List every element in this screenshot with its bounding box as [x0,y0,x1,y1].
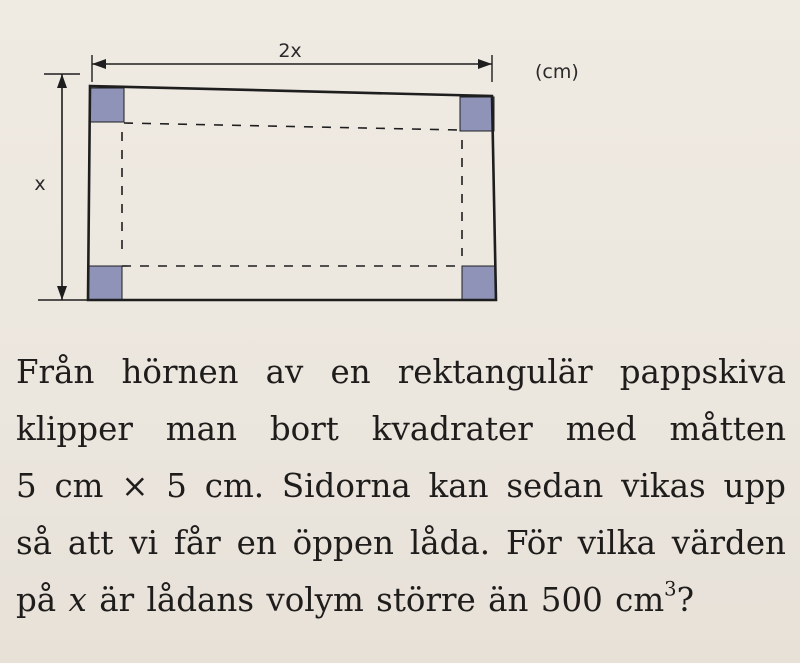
width-arrow-right [478,59,492,69]
variable-x: x [68,581,87,619]
problem-line-1: Från hörnen av en rektangulär pappskiva [16,353,786,391]
fold-line-top [124,123,460,130]
corner-square-top-left [90,88,124,122]
width-arrow-left [92,59,106,69]
problem-line-5 [16,572,786,629]
cardboard-outline [88,86,496,300]
exponent: 3 [664,577,677,601]
problem-line-5-start: på [16,581,57,619]
height-label: x [34,173,46,195]
unit-label: (cm) [535,61,579,83]
box-net-figure [0,0,800,320]
problem-line-2: klipper man bort kvadrater med måtten [16,410,786,448]
corner-square-top-right [460,97,494,131]
height-arrow-bottom [57,286,67,300]
height-arrow-top [57,74,67,88]
problem-line-4: så att vi får en öppen låda. För vilka värden [16,524,786,562]
fold-lines [122,123,462,266]
problem-line-5-end: ? [676,581,695,619]
width-label: 2x [278,40,302,62]
problem-text [16,344,786,629]
problem-line-5-middle: är lådans volym större än 500 cm [99,581,665,619]
problem-line-3: 5 cm × 5 cm. Sidorna kan sedan vikas upp [16,467,786,505]
corner-square-bottom-right [462,266,496,300]
corner-square-bottom-left [88,266,122,300]
